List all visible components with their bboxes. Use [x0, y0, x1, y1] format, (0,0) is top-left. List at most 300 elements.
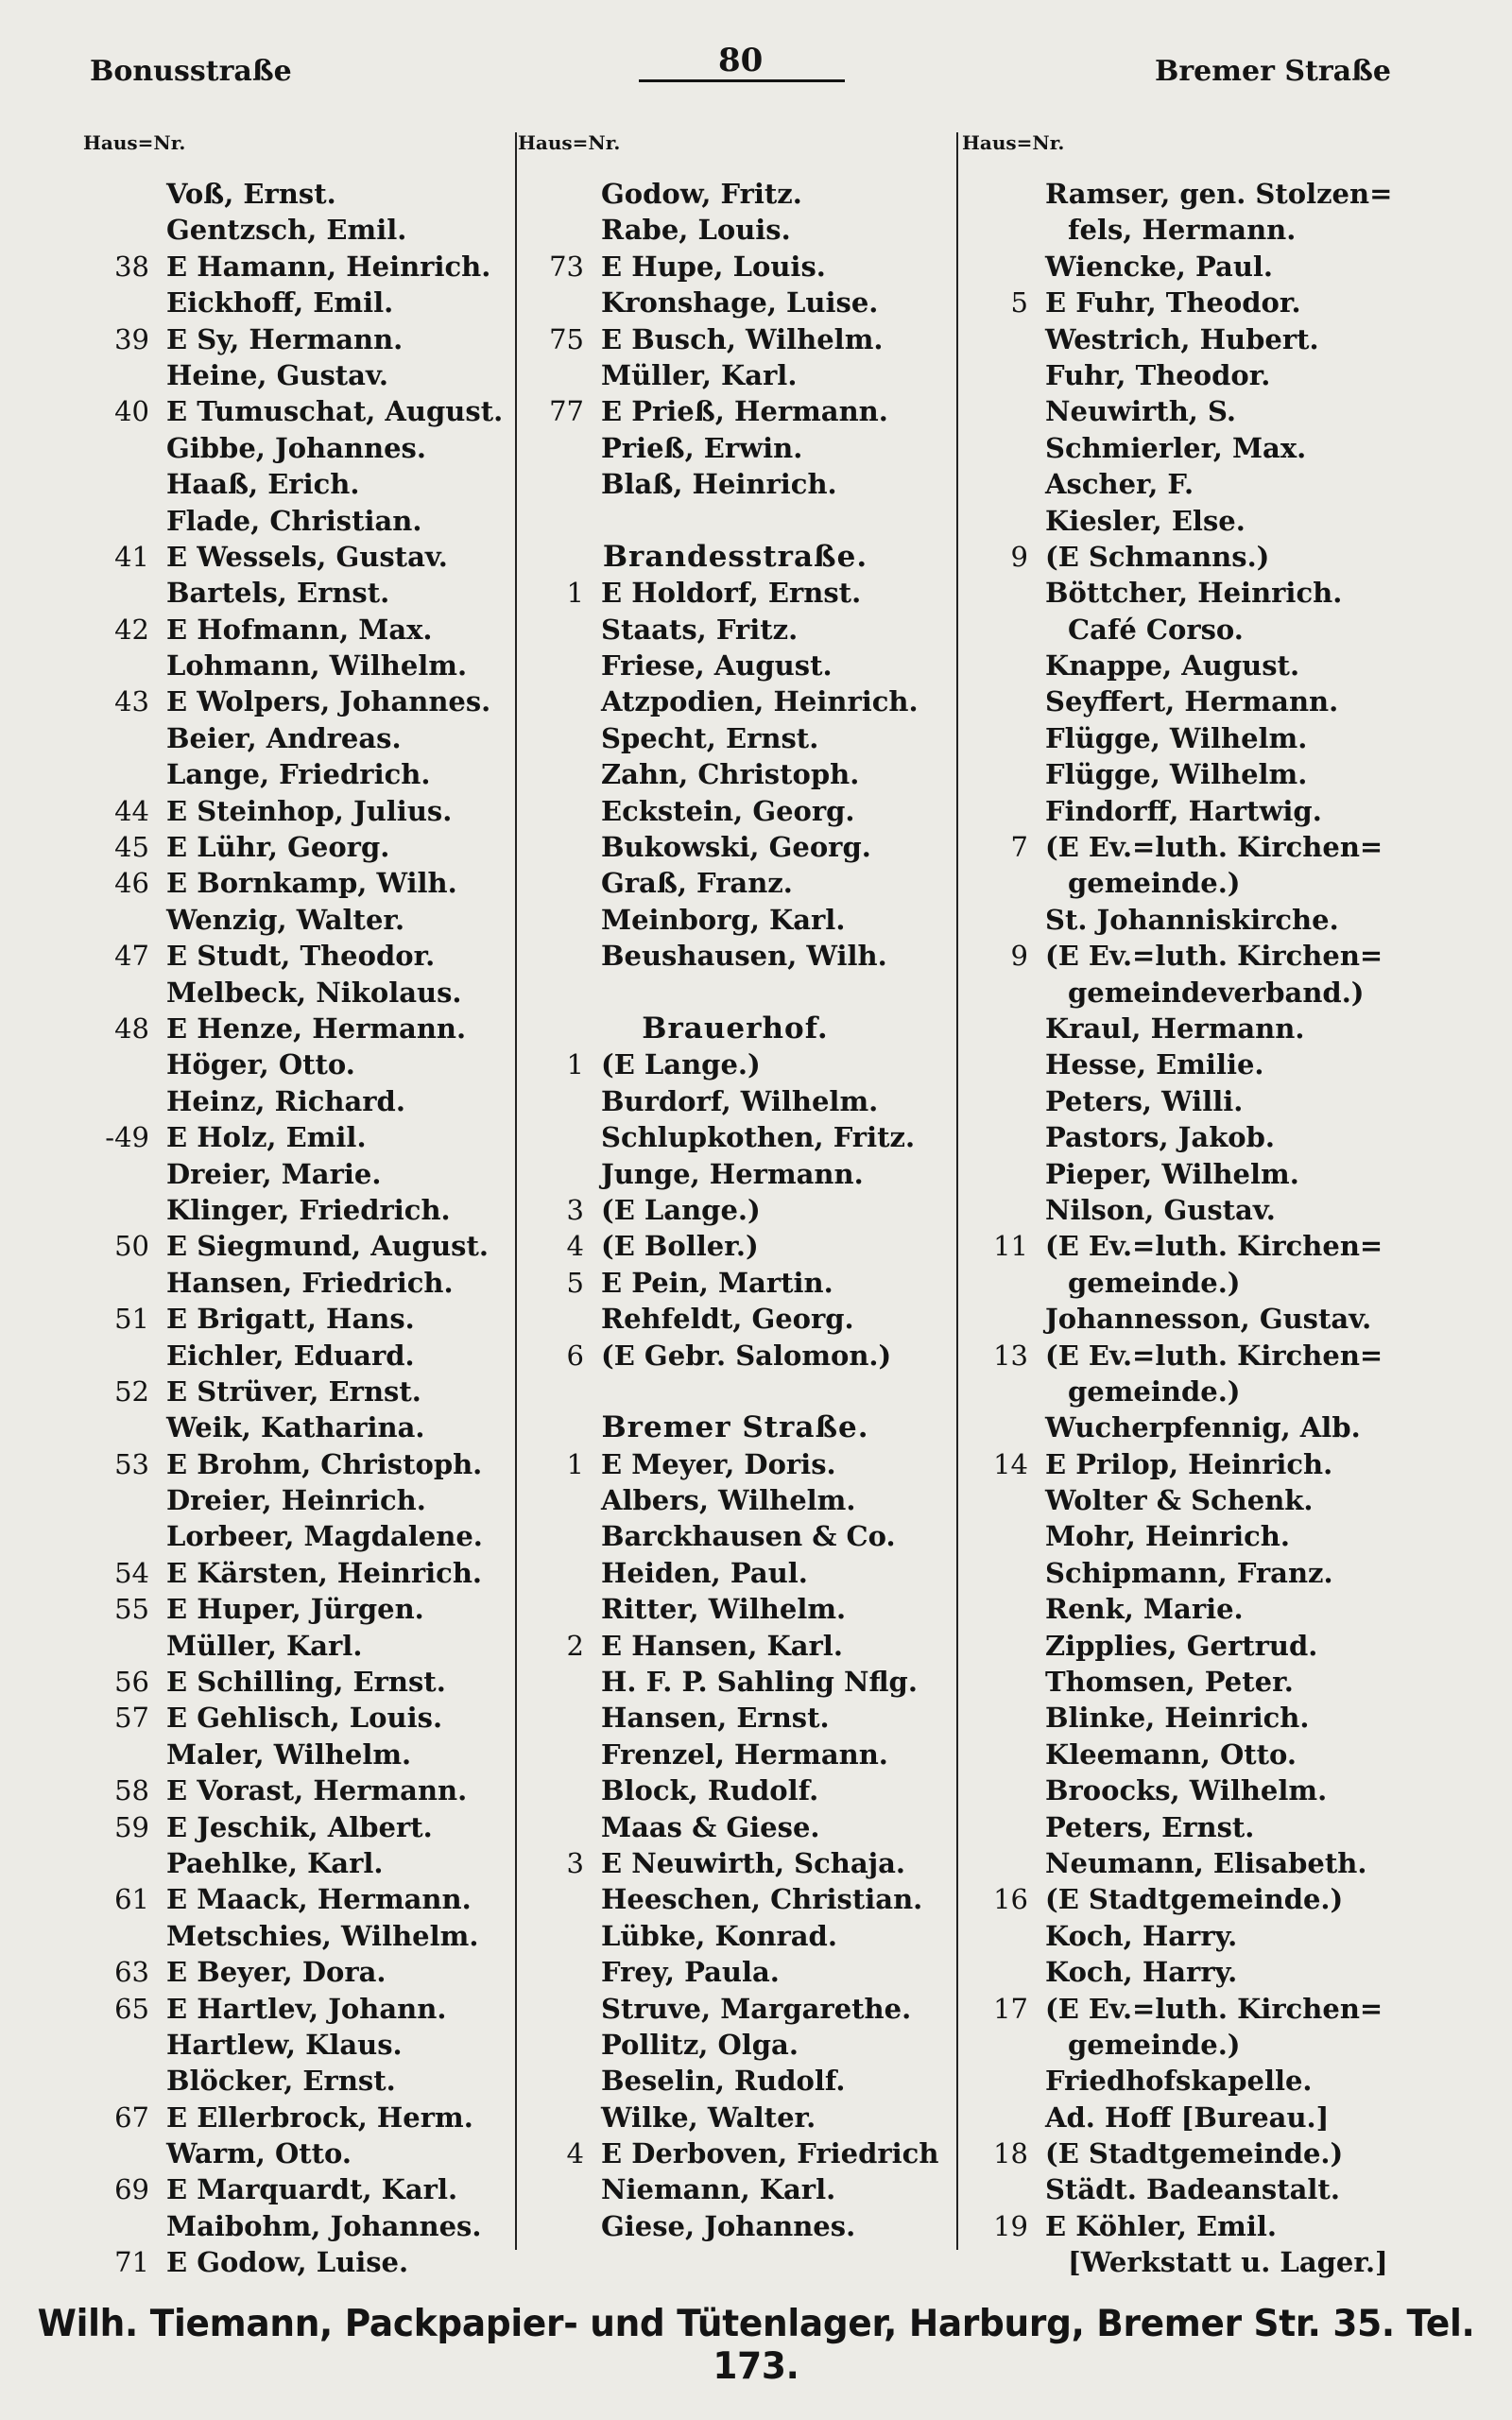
entry-row	[518, 902, 953, 938]
entry-row	[518, 1265, 953, 1301]
house-number: 61	[114, 1883, 149, 1916]
house-number	[962, 793, 1045, 829]
house-number	[83, 1192, 166, 1228]
resident-name: Prieß, Erwin.	[601, 431, 803, 464]
house-number	[83, 902, 166, 938]
resident-name: Rabe, Louis.	[601, 214, 791, 247]
house-number	[962, 902, 1045, 938]
house-number	[83, 430, 166, 466]
house-number	[518, 829, 601, 865]
resident-name: Schlupkothen, Fritz.	[601, 1121, 916, 1154]
resident-name: Findorff, Hartwig.	[1045, 794, 1322, 827]
entry-row	[962, 1918, 1453, 1954]
house-number	[962, 2063, 1045, 2099]
entry-row	[83, 902, 508, 938]
resident-name: E Fuhr, Theodor.	[1045, 286, 1301, 320]
entry-row	[83, 539, 508, 575]
resident-name: (E Ev.=luth. Kirchen=	[1045, 831, 1383, 864]
column-heading: Haus=Nr.	[518, 131, 621, 154]
house-number: 39	[114, 322, 149, 355]
entry-row	[518, 1809, 953, 1845]
resident-name: Weik, Katharina.	[166, 1411, 425, 1444]
resident-name: Dreier, Marie.	[166, 1157, 382, 1190]
entry-row	[962, 902, 1453, 938]
house-number: 14	[993, 1447, 1028, 1480]
resident-name: Metschies, Wilhelm.	[166, 1919, 479, 1952]
resident-name: E Beyer, Dora.	[166, 1956, 387, 1989]
resident-name: H. F. P. Sahling Nflg.	[601, 1666, 918, 1699]
resident-name: Frey, Paula.	[601, 1956, 780, 1989]
house-number: 42	[114, 613, 149, 646]
resident-name: Hartlew, Klaus.	[166, 2028, 403, 2061]
entry-row	[518, 1628, 953, 1664]
house-number	[962, 1156, 1045, 1192]
resident-name: E Hamann, Heinrich.	[166, 250, 491, 283]
house-number	[518, 1809, 601, 1845]
resident-name: E Holz, Emil.	[166, 1121, 367, 1154]
house-number: 18	[993, 2137, 1028, 2170]
house-number	[83, 212, 166, 248]
house-number: 47	[114, 940, 149, 973]
resident-name: gemeindeverband.)	[1068, 976, 1365, 1009]
house-number	[962, 1737, 1045, 1772]
resident-name: E Sy, Hermann.	[166, 322, 404, 355]
resident-name: Hansen, Ernst.	[601, 1702, 830, 1735]
resident-name: E Lühr, Georg.	[166, 831, 390, 864]
house-number	[83, 975, 166, 1011]
resident-name: Blinke, Heinrich.	[1045, 1702, 1310, 1735]
entry-row	[518, 938, 953, 974]
house-number: 6	[566, 1339, 584, 1372]
entry-row	[962, 1301, 1453, 1337]
resident-name: E Pein, Martin.	[601, 1266, 833, 1299]
resident-name: (E Schmanns.)	[1045, 540, 1270, 573]
house-number: 7	[1010, 831, 1028, 864]
resident-name: Neumann, Elisabeth.	[1045, 1846, 1367, 1879]
house-number: 51	[114, 1303, 149, 1336]
house-number	[518, 1482, 601, 1518]
resident-name: Flügge, Wilhelm.	[1045, 721, 1308, 754]
entry-row	[83, 975, 508, 1011]
house-number: 58	[114, 1774, 149, 1807]
resident-name: E Studt, Theodor.	[166, 940, 436, 973]
resident-name: Böttcher, Heinrich.	[1045, 577, 1343, 610]
resident-name: E Meyer, Doris.	[601, 1447, 836, 1480]
resident-name: Lübke, Konrad.	[601, 1919, 837, 1952]
entry-row	[962, 1954, 1453, 1990]
resident-name: E Neuwirth, Schaja.	[601, 1846, 906, 1879]
resident-name: (E Stadtgemeinde.)	[1045, 2137, 1344, 2170]
resident-name: E Hansen, Karl.	[601, 1629, 843, 1662]
house-number	[83, 1518, 166, 1554]
resident-name: E Kärsten, Heinrich.	[166, 1556, 483, 1589]
entry-row	[962, 2244, 1453, 2280]
resident-name: Graß, Franz.	[601, 867, 793, 900]
house-number	[962, 1482, 1045, 1518]
entry-row	[83, 612, 508, 648]
house-number: 63	[114, 1956, 149, 1989]
house-number	[962, 393, 1045, 429]
entry-row	[962, 1156, 1453, 1192]
resident-name: E Siegmund, August.	[166, 1230, 489, 1263]
entry-row	[518, 1119, 953, 1155]
resident-name: E Steinhop, Julius.	[166, 794, 453, 827]
resident-name: E Wessels, Gustav.	[166, 540, 448, 573]
entry-row	[962, 1083, 1453, 1119]
entry-row	[83, 1591, 508, 1627]
entry-row	[518, 865, 953, 901]
resident-name: Städt. Badeanstalt.	[1045, 2173, 1340, 2206]
entry-row	[962, 720, 1453, 756]
resident-name: E Hupe, Louis.	[601, 250, 826, 283]
entry-row	[962, 1482, 1453, 1518]
house-number	[518, 648, 601, 683]
resident-name: Renk, Marie.	[1045, 1593, 1244, 1626]
resident-name: Ramser, gen. Stolzen=	[1045, 178, 1393, 210]
house-number	[83, 2135, 166, 2171]
resident-name: Thomsen, Peter.	[1045, 1666, 1294, 1699]
entry-row	[962, 1555, 1453, 1591]
resident-name: Peters, Willi.	[1045, 1084, 1244, 1117]
house-number	[962, 1809, 1045, 1845]
house-number	[83, 756, 166, 792]
house-number: 57	[114, 1702, 149, 1735]
entry-row	[962, 1338, 1453, 1374]
house-number: 2	[566, 1629, 584, 1662]
house-number: 71	[114, 2246, 149, 2279]
resident-name: Fuhr, Theodor.	[1045, 358, 1271, 391]
entry-row	[83, 212, 508, 248]
resident-name: Beselin, Rudolf.	[601, 2065, 846, 2098]
resident-name: Maler, Wilhelm.	[166, 1737, 412, 1771]
house-number	[518, 1991, 601, 2027]
resident-name: Westrich, Hubert.	[1045, 322, 1319, 355]
entry-row	[83, 1011, 508, 1046]
entry-row	[518, 1591, 953, 1627]
house-number: 65	[114, 1992, 149, 2025]
entry-row	[83, 1809, 508, 1845]
resident-name: Rehfeldt, Georg.	[601, 1303, 854, 1336]
house-number	[83, 285, 166, 320]
resident-name: Müller, Karl.	[166, 1629, 363, 1662]
entry-row	[518, 2063, 953, 2099]
house-number: 73	[549, 250, 584, 283]
resident-name: E Prilop, Heinrich.	[1045, 1447, 1333, 1480]
resident-name: Block, Rudolf.	[601, 1774, 819, 1807]
entry-row	[518, 1083, 953, 1119]
header-rule	[639, 79, 845, 82]
entry-row	[518, 1192, 953, 1228]
resident-name: St. Johanniskirche.	[1045, 903, 1339, 936]
entry-row	[83, 683, 508, 719]
house-number: 56	[114, 1666, 149, 1699]
resident-name: E Derboven, Friedrich	[601, 2137, 939, 2170]
resident-name: Klinger, Friedrich.	[166, 1193, 451, 1226]
house-number	[83, 2027, 166, 2063]
resident-name: Eichler, Eduard.	[166, 1339, 415, 1372]
house-number	[83, 1338, 166, 1374]
house-number	[518, 1119, 601, 1155]
house-number	[962, 1046, 1045, 1082]
column-2	[518, 129, 953, 2244]
house-number	[962, 1664, 1045, 1700]
house-number	[518, 1591, 601, 1627]
resident-name: Godow, Fritz.	[601, 178, 802, 210]
house-number	[962, 357, 1045, 393]
house-number	[83, 1265, 166, 1301]
entry-row	[518, 2135, 953, 2171]
entry-row	[962, 1664, 1453, 1700]
resident-name: Albers, Wilhelm.	[601, 1484, 856, 1517]
resident-name: Warm, Otto.	[166, 2137, 352, 2170]
house-number	[518, 720, 601, 756]
entry-row	[962, 1228, 1453, 1264]
house-number	[83, 176, 166, 212]
resident-name: Pastors, Jakob.	[1045, 1121, 1276, 1154]
house-number	[83, 1737, 166, 1772]
house-number: 5	[566, 1266, 584, 1299]
house-number: 46	[114, 867, 149, 900]
resident-name: E Godow, Luise.	[166, 2246, 409, 2279]
entry-row	[83, 1991, 508, 2027]
column-divider	[956, 132, 958, 2250]
house-number	[518, 1664, 601, 1700]
house-number: 5	[1010, 286, 1028, 320]
entry-row	[83, 575, 508, 611]
resident-name: E Jeschik, Albert.	[166, 1810, 433, 1843]
entry-row	[83, 1700, 508, 1736]
resident-name: Broocks, Wilhelm.	[1045, 1774, 1328, 1807]
entry-row	[962, 648, 1453, 683]
entry-row	[962, 575, 1453, 611]
spacer	[518, 503, 953, 539]
house-number	[83, 1083, 166, 1119]
resident-name: Dreier, Heinrich.	[166, 1484, 426, 1517]
resident-name: Müller, Karl.	[601, 358, 798, 391]
column-divider	[515, 132, 517, 2250]
entry-row	[83, 1228, 508, 1264]
entry-row	[962, 212, 1453, 248]
resident-name: Gibbe, Johannes.	[166, 431, 426, 464]
entry-row	[962, 612, 1453, 648]
resident-name: Gentzsch, Emil.	[166, 214, 407, 247]
entry-row	[518, 612, 953, 648]
resident-name: Flügge, Wilhelm.	[1045, 758, 1308, 791]
resident-name: E Brohm, Christoph.	[166, 1447, 483, 1480]
house-number: 69	[114, 2173, 149, 2206]
entry-row	[83, 1737, 508, 1772]
resident-name: Pollitz, Olga.	[601, 2028, 799, 2061]
house-number	[962, 865, 1045, 901]
entry-row	[83, 1338, 508, 1374]
house-number	[962, 1845, 1045, 1881]
entry-row	[962, 1446, 1453, 1482]
entry-row	[962, 430, 1453, 466]
entry-row	[83, 1446, 508, 1482]
entry-row	[962, 1119, 1453, 1155]
resident-name: Eickhoff, Emil.	[166, 286, 394, 320]
entry-row	[962, 683, 1453, 719]
entry-row	[83, 1772, 508, 1808]
resident-name: E Schilling, Ernst.	[166, 1666, 446, 1699]
resident-name: fels, Hermann.	[1068, 214, 1297, 247]
spacer	[518, 1374, 953, 1409]
entry-row	[518, 720, 953, 756]
house-number: 41	[114, 540, 149, 573]
resident-name: Lorbeer, Magdalene.	[166, 1520, 483, 1553]
house-number	[518, 756, 601, 792]
entry-row	[962, 1192, 1453, 1228]
resident-name: Haaß, Erich.	[166, 468, 360, 501]
resident-name: Mohr, Heinrich.	[1045, 1520, 1290, 1553]
house-number	[83, 2063, 166, 2099]
resident-name: E Strüver, Ernst.	[166, 1374, 421, 1408]
house-number: 43	[114, 685, 149, 718]
entry-row	[518, 1228, 953, 1264]
resident-name: Neuwirth, S.	[1045, 395, 1236, 428]
entry-row	[83, 2027, 508, 2063]
house-number	[962, 612, 1045, 648]
entry-row	[83, 503, 508, 539]
entry-row	[83, 648, 508, 683]
resident-name: Atzpodien, Heinrich.	[601, 685, 919, 718]
resident-name: Bartels, Ernst.	[166, 577, 390, 610]
resident-name: Pieper, Wilhelm.	[1045, 1157, 1299, 1190]
entry-row	[83, 793, 508, 829]
entry-row	[518, 1301, 953, 1337]
resident-name: Wilke, Walter.	[601, 2100, 816, 2134]
house-number	[518, 865, 601, 901]
house-number	[962, 1772, 1045, 1808]
entry-row	[518, 648, 953, 683]
entry-row	[962, 1518, 1453, 1554]
entry-row	[518, 2208, 953, 2244]
house-number	[518, 357, 601, 393]
house-number: 1	[566, 577, 584, 610]
entry-row	[962, 321, 1453, 357]
resident-name: Kiesler, Else.	[1045, 504, 1246, 537]
entry-row	[83, 1374, 508, 1409]
house-number	[962, 321, 1045, 357]
house-number	[962, 1628, 1045, 1664]
entry-row	[518, 285, 953, 320]
resident-name: gemeinde.)	[1068, 1266, 1241, 1299]
resident-name: Zahn, Christoph.	[601, 758, 860, 791]
entry-row	[83, 1845, 508, 1881]
column-heading: Haus=Nr.	[83, 131, 186, 154]
house-number	[962, 720, 1045, 756]
entry-row	[83, 756, 508, 792]
entry-row	[518, 212, 953, 248]
entry-row	[518, 1991, 953, 2027]
house-number: 75	[549, 322, 584, 355]
house-number	[83, 1156, 166, 1192]
resident-name: Flade, Christian.	[166, 504, 422, 537]
resident-name: Frenzel, Hermann.	[601, 1737, 888, 1771]
entry-row	[962, 1374, 1453, 1409]
resident-name: E Vorast, Hermann.	[166, 1774, 468, 1807]
street-heading: Brandesstraße.	[602, 539, 868, 574]
resident-name: E Tumuschat, August.	[166, 395, 504, 428]
resident-name: Schmierler, Max.	[1045, 431, 1307, 464]
entry-row	[962, 249, 1453, 285]
house-number: 17	[993, 1992, 1028, 2025]
house-number	[962, 249, 1045, 285]
entry-row	[83, 1954, 508, 1990]
entry-row	[83, 1119, 508, 1155]
resident-name: E Prieß, Hermann.	[601, 395, 888, 428]
resident-name: Friese, August.	[601, 649, 833, 683]
house-number	[518, 793, 601, 829]
resident-name: Wolter & Schenk.	[1045, 1484, 1314, 1517]
resident-name: E Köhler, Emil.	[1045, 2209, 1277, 2242]
house-number	[962, 1409, 1045, 1445]
entry-row	[962, 2208, 1453, 2244]
house-number	[962, 575, 1045, 611]
entry-row	[518, 1156, 953, 1192]
resident-name: Wiencke, Paul.	[1045, 250, 1274, 283]
house-number	[962, 1265, 1045, 1301]
entry-row	[83, 829, 508, 865]
resident-name: (E Ev.=luth. Kirchen=	[1045, 940, 1383, 973]
entry-row	[962, 357, 1453, 393]
entry-row	[962, 1845, 1453, 1881]
entry-row	[962, 1628, 1453, 1664]
entry-row	[518, 1664, 953, 1700]
resident-name: Meinborg, Karl.	[601, 903, 846, 936]
house-number	[518, 2063, 601, 2099]
entry-row	[962, 1991, 1453, 2027]
house-number	[518, 430, 601, 466]
house-number: 40	[114, 395, 149, 428]
entry-row	[518, 1555, 953, 1591]
advertisement-footer: Wilh. Tiemann, Packpapier- und Tütenlager, Harburg, Bremer Str. 35. Tel. 173.	[37, 2303, 1475, 2388]
entry-row	[83, 2244, 508, 2280]
house-number	[518, 212, 601, 248]
house-number	[83, 1918, 166, 1954]
resident-name: E Wolpers, Johannes.	[166, 685, 491, 718]
house-number	[962, 503, 1045, 539]
house-number	[518, 1700, 601, 1736]
resident-name: Peters, Ernst.	[1045, 1810, 1255, 1843]
resident-name: E Gehlisch, Louis.	[166, 1702, 443, 1735]
entry-row	[83, 2063, 508, 2099]
resident-name: Hansen, Friedrich.	[166, 1266, 454, 1299]
resident-name: (E Boller.)	[601, 1230, 759, 1263]
resident-name: Ascher, F.	[1045, 468, 1194, 501]
resident-name: Melbeck, Nikolaus.	[166, 976, 462, 1009]
spacer	[518, 975, 953, 1011]
resident-name: Struve, Margarethe.	[601, 1992, 912, 2025]
resident-name: Ritter, Wilhelm.	[601, 1593, 847, 1626]
entry-row	[518, 1446, 953, 1482]
entry-row	[518, 393, 953, 429]
house-number: 3	[566, 1846, 584, 1879]
house-number	[962, 1954, 1045, 1990]
house-number	[83, 720, 166, 756]
resident-name: Schipmann, Franz.	[1045, 1556, 1333, 1589]
entry-row	[962, 1881, 1453, 1917]
resident-name: (E Gebr. Salomon.)	[601, 1339, 892, 1372]
entry-row	[518, 1881, 953, 1917]
entry-row	[518, 1954, 953, 1990]
resident-name: gemeinde.)	[1068, 1374, 1241, 1408]
entry-row	[962, 2135, 1453, 2171]
entry-row	[518, 683, 953, 719]
entry-row	[962, 1011, 1453, 1046]
resident-name: Blaß, Heinrich.	[601, 468, 837, 501]
house-number	[83, 575, 166, 611]
